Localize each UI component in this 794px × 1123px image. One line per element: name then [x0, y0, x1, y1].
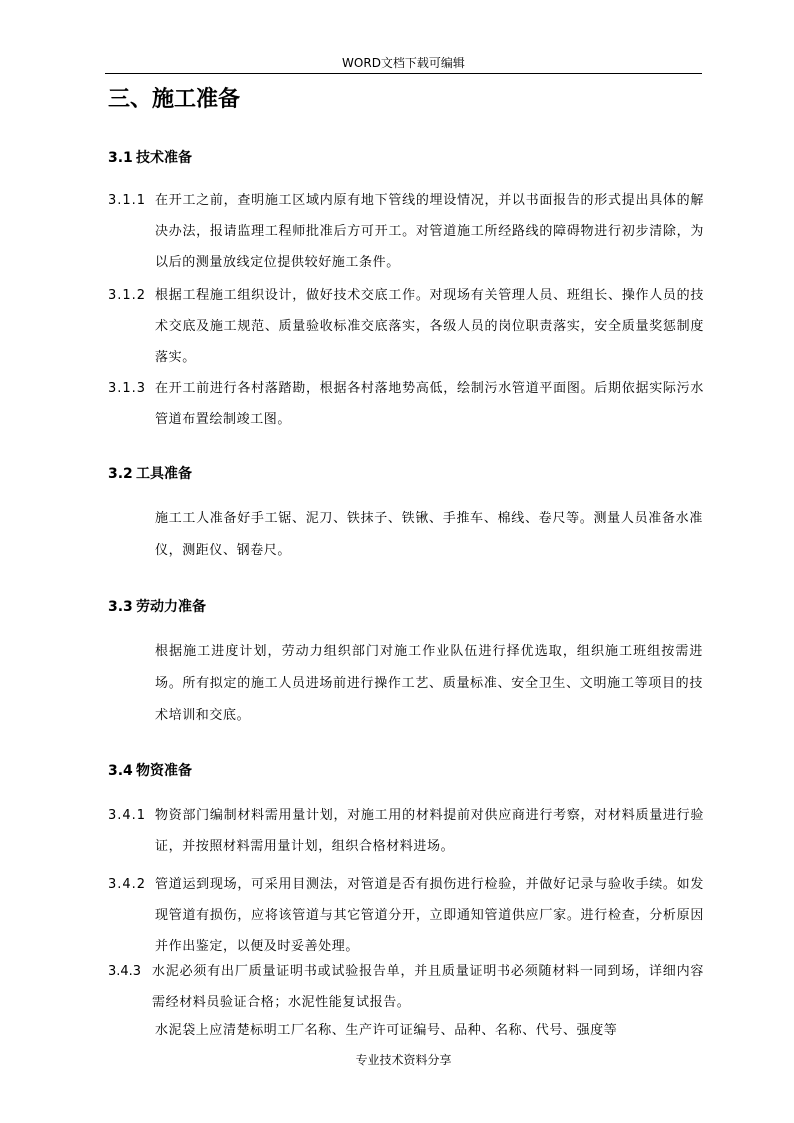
- section-number: 3.2: [108, 466, 133, 482]
- item-text: 水泥必须有出厂质量证明书或试验报告单，并且质量证明书必须随材料一同到场，详细内容需经材料员验证合格；水泥性能复试报告。: [152, 964, 704, 1010]
- item-text: 在开工之前，查明施工区域内原有地下管线的埋设情况，并以书面报告的形式提出具体的解决办法，报请监理工程师批准后方可开工。对管道施工所经路线的障碍物进行初步清除，为以后的测量放线定位提供较好施工条件。: [155, 193, 704, 270]
- item-text: 在开工前进行各村落踏勘，根据各村落地势高低，绘制污水管道平面图。后期依据实际污水管道布置绘制竣工图。: [155, 381, 704, 427]
- item-number: 3.4.1: [108, 808, 147, 823]
- section-title: 工具准备: [136, 466, 192, 482]
- section-heading-3-3: [108, 597, 206, 617]
- item-text: 根据工程施工组织设计，做好技术交底工作。对现场有关管理人员、班组长、操作人员的技术交底及施工规范、质量验收标准交底落实，各级人员的岗位职责落实，安全质量奖惩制度落实。: [155, 288, 704, 365]
- paragraph-3-2: 施工工人准备好手工锯、泥刀、铁抹子、铁锹、手推车、棉线、卷尺等。测量人员准备水准仪，测距仪、钢卷尺。: [155, 511, 703, 558]
- list-item-3-4-2: [108, 869, 704, 962]
- section-number: 3.4: [108, 763, 133, 779]
- item-number: 3.4.2: [108, 877, 147, 892]
- page-header: WORD文档下载可编辑: [342, 56, 465, 70]
- section-number: 3.1: [108, 150, 133, 166]
- page-footer: 专业技术资料分享: [355, 1053, 452, 1067]
- item-number: 3.1.1: [108, 193, 147, 208]
- item-text: 管道运到现场，可采用目测法，对管道是否有损伤进行检验，并做好记录与验收手续。如发现管道有损伤，应将该管道与其它管道分开，立即通知管道供应厂家。进行检查，分析原因并作出鉴定，以便及时妥善处理。: [155, 877, 704, 954]
- list-item-3-1-1: [108, 185, 704, 278]
- item-number: 3.4.3: [108, 964, 142, 979]
- item-text: 物资部门编制材料需用量计划，对施工用的材料提前对供应商进行考察，对材料质量进行验证，并按照材料需用量计划，组织合格材料进场。: [155, 808, 704, 854]
- header-rule: [105, 73, 702, 74]
- list-item-3-4-1: [108, 800, 704, 862]
- paragraph-3-4-cement-bag: 水泥袋上应清楚标明工厂名称、生产许可证编号、品种、名称、代号、强度等: [155, 1023, 618, 1038]
- list-item-3-4-3: [108, 956, 704, 1018]
- section-number: 3.3: [108, 599, 133, 615]
- section-heading-3-1: [108, 148, 192, 168]
- section-title: 劳动力准备: [136, 599, 206, 615]
- section-title: 技术准备: [136, 150, 192, 166]
- chapter-title: 三、施工准备: [108, 86, 241, 112]
- section-heading-3-2: [108, 464, 192, 484]
- section-title: 物资准备: [136, 763, 192, 779]
- item-number: 3.1.2: [108, 288, 147, 303]
- list-item-3-1-3: [108, 373, 704, 435]
- list-item-3-1-2: [108, 280, 704, 373]
- paragraph-3-3: 根据施工进度计划，劳动力组织部门对施工作业队伍进行择优选取，组织施工班组按需进场。所有拟定的施工人员进场前进行操作工艺、质量标准、安全卫生、文明施工等项目的技术培训和交底。: [155, 644, 703, 723]
- item-number: 3.1.3: [108, 381, 147, 396]
- section-heading-3-4: [108, 761, 192, 781]
